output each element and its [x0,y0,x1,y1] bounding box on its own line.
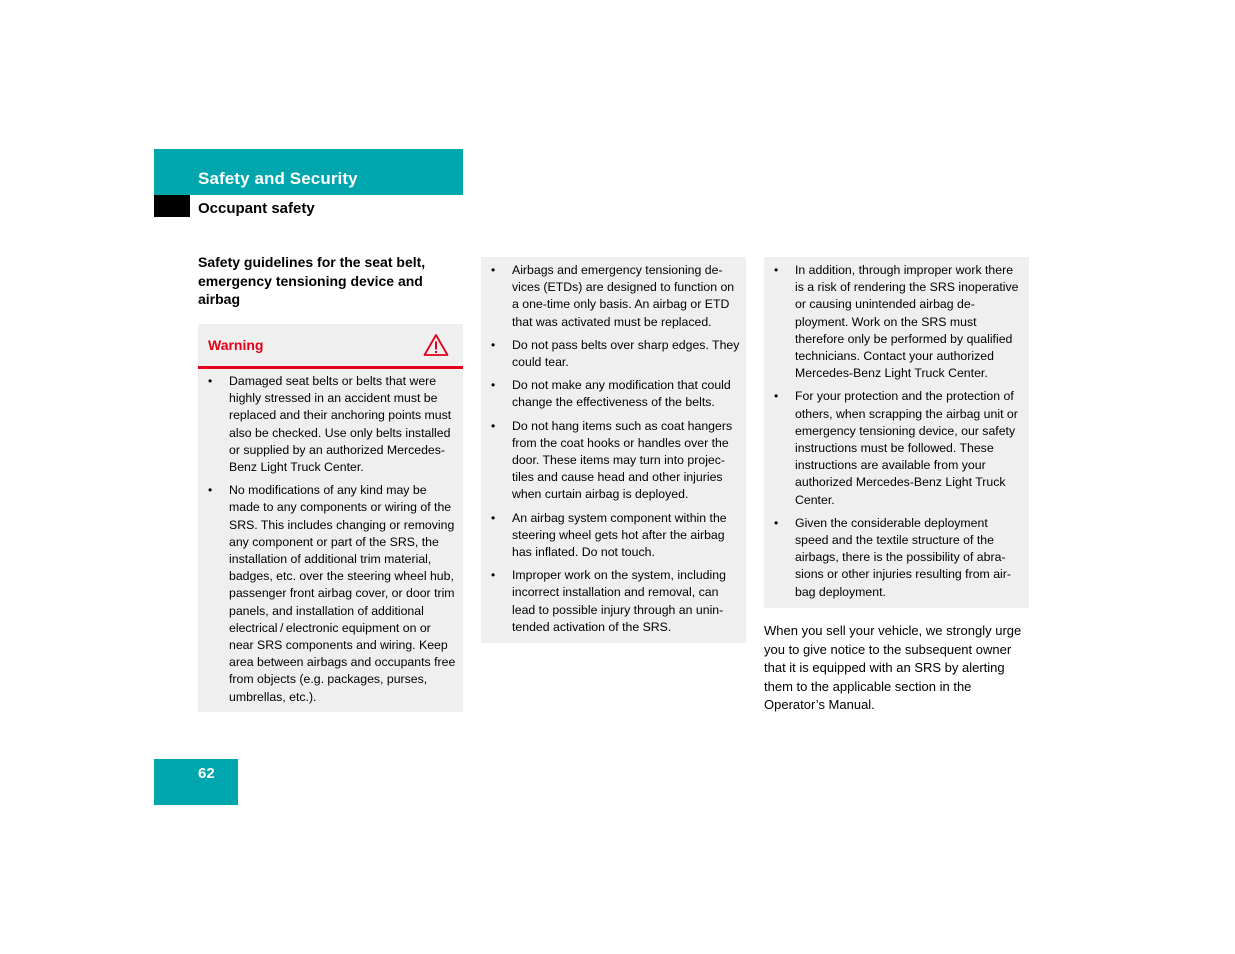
list-item [764,388,1029,508]
middle-column-box [481,257,746,643]
list-item-text: An airbag system component within the steering wheel gets hot after the airbag has inflated. Do not touch. [512,510,727,560]
list-item-text: For your protection and the protection of others, when scrapping the airbag unit or emergency tensioning device, our safety instructions must be followed. These instructions are available from your authorized Mercedes-Benz Light Truck Center. [795,389,1018,507]
list-item-text: In addition, through improper work there is a risk of rendering the SRS inoperative or causing unintended airbag deployment. Work on the SRS must therefore only be performed by qualified technicians. Contact your authorized Mercedes-Benz Light Truck Center. [795,263,1019,381]
list-item [481,567,746,636]
section-title: Safety and Security [198,169,358,188]
bullet-icon: • [491,568,496,583]
list-item [481,418,746,504]
list-item [198,373,463,476]
list-item-text: Airbags and emergency tensioning devices (ETDs) are designed to function on a one-time only basis. An airbag or ETD that was activated must be replaced. [512,263,735,329]
page-number: 62 [198,765,215,782]
list-item [481,377,746,411]
warning-label: Warning [208,337,264,353]
bullet-icon: • [491,378,496,393]
warning-header [198,324,463,369]
list-item [481,262,746,331]
list-item-text: Do not pass belts over sharp edges. They could tear. [512,337,740,370]
list-item [481,337,746,371]
list-item [764,262,1029,382]
bullet-icon: • [491,418,496,433]
subsection-title: Occupant safety [198,200,315,217]
warning-box [198,324,463,712]
bullet-icon: • [491,263,496,277]
list-item-text: Improper work on the system, including incorrect installation and removal, can lead to possible injury through an unintended activation of the SRS. [512,568,726,634]
list-item [198,482,463,706]
list-item-text: Do not hang items such as coat hangers from the coat hooks or handles over the door. These items may turn into projectiles and cause head and other injuries when curtain airbag is deployed. [512,418,733,502]
list-item [481,510,746,562]
list-item-text: Damaged seat belts or belts that were highly stressed in an accident must be replaced and their anchoring points must also be checked. Use only belts installed or supplied by an authorized Mercedes-Benz Light Truck Center. [229,374,452,475]
list-item-text: Do not make any modification that could change the effectiveness of the belts. [512,378,731,410]
guidelines-heading: Safety guidelines for the seat belt, emergency tensioning device and airbag [198,254,426,307]
closing-paragraph: When you sell your vehicle, we strongly urge you to give notice to the subsequent owner that it is equipped with an SRS by alerting them to the applicable section in the Operator’s Manual. [764,623,1022,713]
page-number-box [154,759,238,805]
list-item-text: No modifications of any kind may be made to any components or wiring of the SRS. This includes changing or removing any component or part of the SRS, the installation of additional trim material, badges, etc. over the steering wheel hub, passenger front airbag cover, or door trim panels, and installation of additional electrical / electronic equipment on or near SRS components and wiring. Keep area between airbags and occupants free from objects (e.g. packages, purses, umbrellas, etc.). [229,483,456,704]
bullet-icon: • [774,263,779,277]
bullet-icon: • [208,374,213,388]
bullet-icon: • [774,515,779,530]
bullet-icon: • [774,389,779,404]
warning-list [198,369,463,706]
warning-triangle-icon [423,333,449,357]
bullet-icon: • [491,510,496,525]
right-column-list [764,257,1029,601]
bullet-icon: • [208,483,213,498]
bullet-icon: • [491,337,496,352]
middle-column-list [481,257,746,636]
list-item-text: Given the considerable deployment speed and the textile structure of the airbags, there is the possibility of abrasions or other injuries resulting from airbag deployment. [795,515,1011,599]
right-column-box [764,257,1029,608]
subsection-marker [154,195,190,217]
list-item [764,515,1029,601]
